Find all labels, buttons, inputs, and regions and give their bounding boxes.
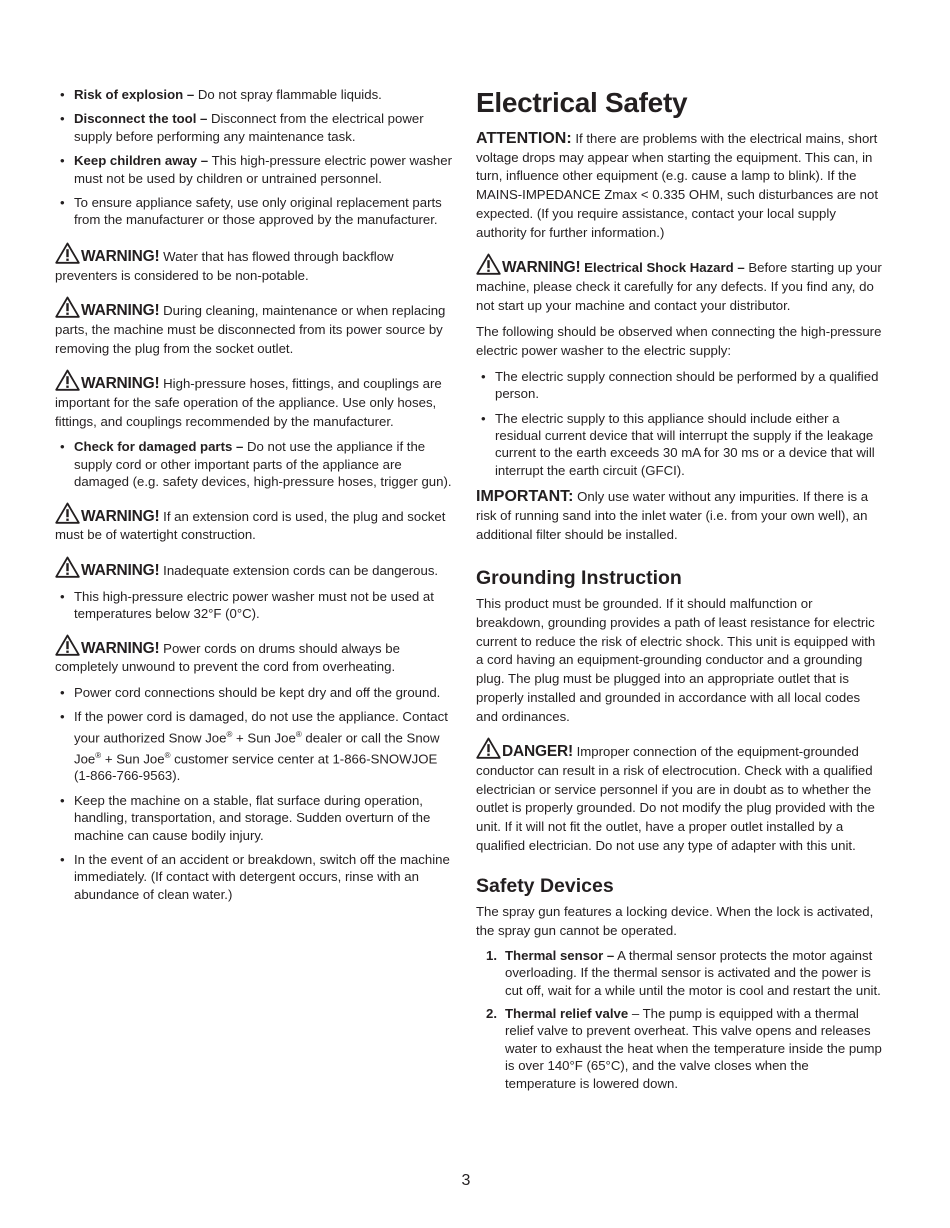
list-item: • Keep children away – This high-pressure electric power washer must not be used by children or untrained personnel. [60, 153, 452, 186]
grounding-heading: Grounding Instruction [476, 567, 682, 590]
registered-mark: ® [226, 729, 233, 739]
item-text: To ensure appliance safety, use only original replacement parts from the manufacturer or those approved by the manufacturer. [74, 195, 442, 228]
danger-block [476, 737, 882, 855]
warning-text: High-pressure hoses, fittings, and couplings are important for the safe operation of the appliance. Use only hoses, fittings, and couplings recommended by the manufacturer. [55, 376, 442, 429]
list-item: • Check for damaged parts – Do not use the appliance if the supply cord or other important parts of the appliance are damaged (e.g. safety devices, high-pressure hoses, trigger gun). [60, 439, 452, 490]
left-column [55, 86, 457, 903]
safety-devices-heading: Safety Devices [476, 875, 614, 898]
item-text: This high-pressure electric power washer must not be used at temperatures below 32°F (0°C). [74, 588, 434, 622]
list-item: • If the power cord is damaged, do not use the appliance. Contact your authorized Snow Joe® + Sun Joe® dealer or call the Snow Joe® + Sun Joe® customer service center at 1-866-SNOWJOE (1-866-766-9563). [60, 709, 448, 784]
item-text: Disconnect from the electrical power supply before performing any maintenance task. [74, 111, 424, 144]
warning-text: During cleaning, maintenance or when replacing parts, the machine must be disconnected from its power source by removing the plug from the socket outlet. [55, 303, 446, 356]
list-item: • Keep the machine on a stable, flat surface during operation, handling, transportation, and storage. Sudden overturn of the machine can cause bodily injury. [60, 792, 431, 843]
warning-lead: Electrical Shock Hazard – [584, 260, 745, 276]
warning-icon [55, 296, 80, 318]
page-number: 3 [461, 1172, 471, 1189]
warning-text: Before starting up your machine, please check it carefully for any defects. If you find any, do not start up your machine and contact your distributor. [476, 260, 882, 313]
important-paragraph: IMPORTANT: Only use water without any impurities. If there is a risk of running sand into the inlet water (i.e. from your own well), an additional filter should be installed. [476, 488, 869, 542]
warning-label: WARNING! [81, 562, 160, 580]
safety-devices-paragraph: The spray gun features a locking device. When the lock is activated, the spray gun cannot be operated. [476, 904, 874, 939]
section-title: Electrical Safety [476, 87, 688, 118]
danger-text: Improper connection of the equipment-grounded conductor can result in a risk of electrocution. Check with a qualified electrician or service personnel if you are in doubt as to whether the outlet is properly grounded. Do not modify the plug provided with the unit. If it will not fit the outlet, have a proper outlet installed by a qualified electrician. Do not use any type of adapter with this unit. [476, 744, 875, 853]
registered-mark: ® [95, 750, 102, 760]
item-lead: Keep children away – [74, 153, 209, 169]
registered-mark: ® [295, 729, 302, 739]
warning-text: If an extension cord is used, the plug and socket must be of watertight construction. [55, 508, 446, 543]
warning-label: WARNING! [81, 247, 160, 265]
item-lead: Thermal relief valve [505, 1006, 629, 1022]
item-text: Power cord connections should be kept dry and off the ground. [74, 685, 441, 701]
warning-block [55, 502, 457, 545]
item-lead: Check for damaged parts – [74, 439, 244, 455]
warning-icon [476, 253, 501, 275]
warning-icon [55, 556, 80, 578]
warning-label: WARNING! [81, 302, 160, 320]
list-item: • Power cord connections should be kept dry and off the ground. [60, 685, 441, 701]
item-text: The electric supply connection should be performed by a qualified person. [495, 368, 879, 402]
warning-text: Inadequate extension cords can be dangerous. [163, 563, 439, 579]
item-text: If the power cord is damaged, do not use the appliance. Contact your authorized Snow Joe [74, 709, 448, 746]
danger-icon [476, 737, 501, 759]
item-text: Do not spray flammable liquids. [197, 87, 382, 102]
important-label: IMPORTANT: [476, 488, 574, 506]
warning-block [476, 253, 882, 315]
item-text: Do not use the appliance if the supply cord or other important parts of the appliance are damaged (e.g. safety devices, high-pressure hoses, trigger gun). [74, 439, 452, 490]
warning-block [55, 556, 457, 581]
list-item: • In the event of an accident or breakdown, switch off the machine immediately. (If contact with detergent occurs, rinse with an abundance of clean water.) [60, 852, 450, 902]
item-lead: Thermal sensor – [505, 947, 615, 963]
warning-text: Power cords on drums should always be completely unwound to prevent the cord from overheating. [55, 640, 400, 675]
list-item: • This high-pressure electric power washer must not be used at temperatures below 32°F (0°C). [60, 588, 434, 622]
item-lead: Risk of explosion – [74, 87, 195, 102]
danger-label: DANGER! [502, 743, 573, 761]
item-text: Keep the machine on a stable, flat surface during operation, handling, transportation, and storage. Sudden overturn of the machine can cause bodily injury. [74, 792, 431, 843]
item-text: – The pump is equipped with a thermal relief valve to prevent overheat. This valve opens and releases water to exhaust the heat when the temperature inside the pump is over 140°F (65°C), and the valve closes when the temperature is lowered down. [505, 1006, 882, 1091]
warning-label: WARNING! [81, 375, 160, 393]
warning-label: WARNING! [502, 259, 581, 277]
warning-icon [55, 242, 80, 264]
intro-paragraph: The following should be observed when connecting the high-pressure electric power washer to the electric supply: [476, 324, 882, 359]
list-item: • Disconnect the tool – Disconnect from the electrical power supply before performing any maintenance task. [60, 111, 424, 144]
item-text: In the event of an accident or breakdown, switch off the machine immediately. (If contact with detergent occurs, rinse with an abundance of clean water.) [74, 852, 450, 902]
list-item: • To ensure appliance safety, use only original replacement parts from the manufacturer or those approved by the manufacturer. [60, 195, 442, 228]
list-item: • The electric supply connection should be performed by a qualified person. [481, 368, 879, 402]
grounding-paragraph: This product must be grounded. If it should malfunction or breakdown, grounding provides a path of least resistance for electric current to reduce the risk of electric shock. This unit is equipped with a cord having an equipment-grounding conductor and a grounding plug. The plug must be plugged into an appropriate outlet that is properly installed and grounded in accordance with all local codes and ordinances. [476, 596, 876, 724]
warning-label: WARNING! [81, 639, 160, 657]
warning-icon [55, 369, 80, 391]
item-text: The electric supply to this appliance should include either a residual current device that will interrupt the supply if the leakage current to the earth exceeds 30 mA for 30 ms or a device that will interrupt the earth circuit (GFCI). [495, 410, 875, 478]
warning-block [55, 242, 457, 285]
numbered-item: 2. Thermal relief valve – The pump is equipped with a thermal relief valve to prevent overheat. This valve opens and releases water to exhaust the heat when the temperature inside the pump is over 140°F (65°C), and the valve closes when the temperature is lowered down. [486, 1006, 882, 1091]
warning-text: Water that has flowed through backflow preventers is considered to be non-potable. [55, 248, 394, 283]
warning-block [55, 634, 457, 677]
warning-icon [55, 502, 80, 524]
warning-block [55, 296, 457, 358]
warning-label: WARNING! [81, 507, 160, 525]
list-item: • Risk of explosion – Do not spray flammable liquids. [60, 87, 382, 102]
attention-label: ATTENTION: [476, 130, 572, 147]
item-text: A thermal sensor protects the motor against overloading. If the thermal sensor is activated and the power is cut off, wait for a while until the motor is cool and restart the unit. [505, 947, 881, 998]
registered-mark: ® [164, 750, 171, 760]
list-item: • The electric supply to this appliance should include either a residual current device that will interrupt the supply if the leakage current to the earth exceeds 30 mA for 30 ms or a device that will interrupt the earth circuit (GFCI). [481, 410, 875, 478]
attention-paragraph: ATTENTION: If there are problems with the electrical mains, short voltage drops may appear when starting the equipment. This can, in turn, influence other equipment (e.g. cause a lamp to blink). If the MAINS-IMPEDANCE Zmax < 0.335 OHM, such disturbances are not expected. (If you require assistance, contact your local supply authority for further information.) [476, 130, 878, 240]
item-lead: Disconnect the tool – [74, 111, 208, 127]
warning-icon [55, 634, 80, 656]
right-column [476, 86, 882, 1092]
item-text: This high-pressure electric power washer must not be used by children or untrained personnel. [74, 153, 452, 186]
warning-block [55, 369, 457, 431]
numbered-item: 1. Thermal sensor – A thermal sensor protects the motor against overloading. If the thermal sensor is activated and the power is cut off, wait for a while until the motor is cool and restart the unit. [486, 947, 881, 998]
